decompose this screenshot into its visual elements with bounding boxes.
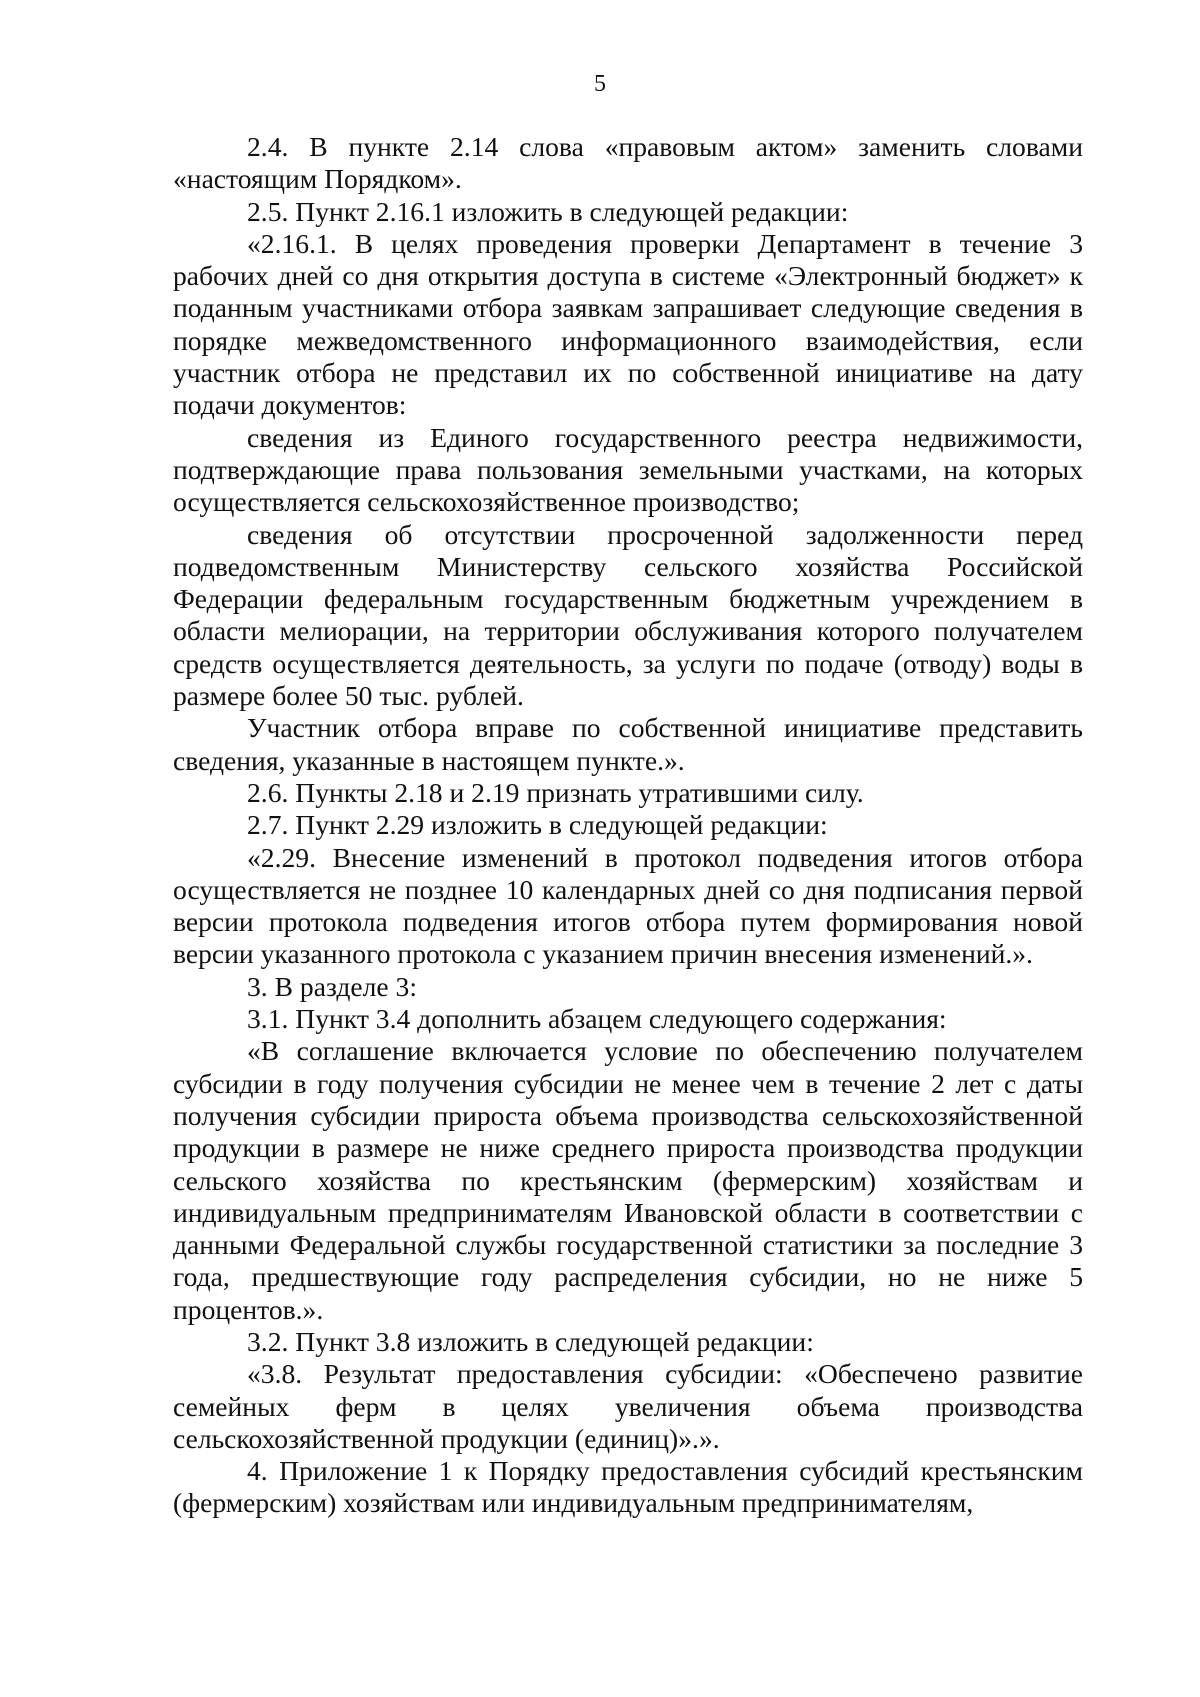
paragraph-debt-info: сведения об отсутствии просроченной задолженности перед подведомственным Министерству сельского хозяйства Российской Федерации федеральным государственным бюджетным учреждением в области мелиорации, на территории обслуживания которого получателем средств осуществляется деятельность, за услуги по подаче (отводу) воды в размере более 50 тыс. рублей. (173, 518, 1083, 712)
paragraph-2-7: 2.7. Пункт 2.29 изложить в следующей редакции: (247, 809, 828, 841)
paragraph-agreement-condition: «В соглашение включается условие по обеспечению получателем субсидии в году получения субсидии не менее чем в течение 2 лет с даты получения субсидии прироста объема производства сельскохозяйственной продукции в размере не ниже среднего прироста производства продукции сельского хозяйства по крестьянским (фермерским) хозяйствам и индивидуальным предпринимателям Ивановской области в соответствии с данными Федеральной службы государственной статистики за последние 3 года, предшествующие году распределения субсидии, но не ниже 5 процентов.». (173, 1035, 1083, 1325)
paragraph-4: 4. Приложение 1 к Порядку предоставления субсидий крестьянским (фермерским) хозяйствам или индивидуальным предпринимателям, (173, 1455, 1083, 1519)
paragraph-participant-right: Участник отбора вправе по собственной инициативе представить сведения, указанные в настоящем пункте.». (173, 712, 1083, 776)
document-body (173, 131, 1083, 1520)
paragraph-2-16-1: «2.16.1. В целях проведения проверки Департамент в течение 3 рабочих дней со дня открытия доступа в системе «Электронный бюджет» к поданным участниками отбора заявкам запрашивает следующие сведения в порядке межведомственного информационного взаимодействия, если участник отбора не представил их по собственной инициативе на дату подачи документов: (173, 227, 1083, 421)
paragraph-2-29: «2.29. Внесение изменений в протокол подведения итогов отбора осуществляется не позднее 10 календарных дней со дня подписания первой версии протокола подведения итогов отбора путем формирования новой версии указанного протокола с указанием причин внесения изменений.». (173, 841, 1083, 970)
paragraph-3-2: 3.2. Пункт 3.8 изложить в следующей редакции: (247, 1325, 814, 1357)
page-number: 5 (594, 71, 606, 97)
paragraph-3: 3. В разделе 3: (247, 970, 418, 1002)
paragraph-3-1: 3.1. Пункт 3.4 дополнить абзацем следующего содержания: (247, 1003, 947, 1035)
paragraph-2-5: 2.5. Пункт 2.16.1 изложить в следующей редакции: (247, 195, 849, 227)
paragraph-2-6: 2.6. Пункты 2.18 и 2.19 признать утратившими силу. (247, 776, 864, 808)
paragraph-3-8: «3.8. Результат предоставления субсидии: «Обеспечено развитие семейных ферм в целях увеличения объема производства сельскохозяйственной продукции (единиц)».». (173, 1358, 1083, 1454)
paragraph-2-4: 2.4. В пункте 2.14 слова «правовым актом» заменить словами «настоящим Порядком». (173, 131, 1083, 195)
paragraph-egrn-info: сведения из Единого государственного реестра недвижимости, подтверждающие права пользования земельными участками, на которых осуществляется сельскохозяйственное производство; (173, 421, 1083, 518)
